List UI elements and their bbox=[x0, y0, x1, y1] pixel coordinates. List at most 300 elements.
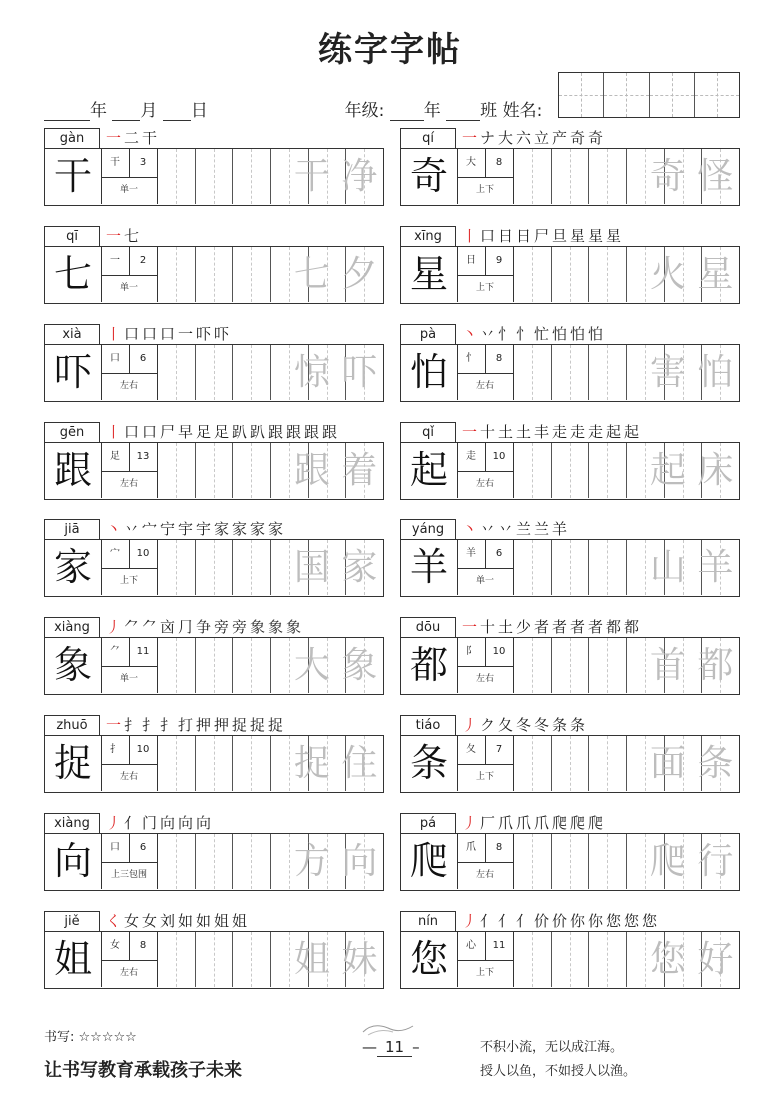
char-info bbox=[101, 638, 158, 693]
char-row bbox=[400, 344, 740, 402]
stroke-first: 丨 bbox=[106, 423, 125, 441]
stroke-count: 10 bbox=[492, 451, 506, 462]
trace-words bbox=[644, 345, 739, 400]
trace-words bbox=[288, 345, 383, 400]
trace-words bbox=[644, 638, 739, 693]
structure: 上下 bbox=[119, 576, 138, 586]
practice-cell[interactable] bbox=[232, 149, 271, 204]
char-info bbox=[457, 345, 514, 400]
stroke-sequence: 丷宀宁宇宇家家家家 bbox=[124, 520, 287, 538]
structure: 左右 bbox=[475, 381, 494, 391]
char-info bbox=[457, 443, 514, 498]
trace-char: 起 bbox=[649, 450, 686, 491]
char-info bbox=[101, 540, 158, 595]
swirl-decoration-icon bbox=[358, 1020, 418, 1040]
main-char: 羊 bbox=[401, 540, 458, 595]
trace-char: 奇 bbox=[649, 156, 686, 197]
practice-cell[interactable] bbox=[551, 834, 590, 889]
writing-rating: 书写: ☆☆☆☆☆ bbox=[44, 1030, 137, 1045]
char-info bbox=[101, 736, 158, 791]
motto-line-1: 不积小流，无以成江海。 bbox=[480, 1040, 624, 1055]
radical: 爪 bbox=[457, 834, 486, 862]
stroke-sequence: 女女刘如如姐姐 bbox=[124, 912, 251, 930]
structure: 左右 bbox=[475, 674, 494, 684]
stroke-first: 丿 bbox=[106, 618, 125, 636]
stroke-order bbox=[106, 324, 232, 346]
grade-suffix: 年 bbox=[423, 101, 441, 121]
trace-words bbox=[288, 736, 383, 791]
main-char: 向 bbox=[45, 834, 102, 889]
practice-cell[interactable] bbox=[551, 540, 590, 595]
trace-char: 星 bbox=[697, 254, 734, 295]
practice-cell[interactable] bbox=[588, 736, 627, 791]
stroke-count: 6 bbox=[139, 842, 147, 853]
char-info bbox=[101, 345, 158, 400]
main-char: 爬 bbox=[401, 834, 458, 889]
stroke-first: 一 bbox=[462, 129, 481, 147]
practice-cell[interactable] bbox=[195, 736, 234, 791]
stroke-order bbox=[106, 226, 142, 248]
trace-words bbox=[288, 443, 383, 498]
day-blank[interactable] bbox=[163, 102, 191, 121]
motto bbox=[480, 1036, 636, 1084]
stroke-count: 11 bbox=[136, 646, 150, 657]
month-blank[interactable] bbox=[112, 102, 140, 121]
trace-char: 怕 bbox=[697, 352, 734, 393]
trace-char: 惊 bbox=[293, 352, 330, 393]
stroke-order bbox=[462, 715, 588, 737]
radical: 口 bbox=[101, 345, 130, 373]
practice-cell[interactable] bbox=[157, 736, 196, 791]
pinyin: qī bbox=[44, 226, 100, 246]
pinyin: xīng bbox=[400, 226, 456, 246]
stroke-count: 10 bbox=[136, 744, 150, 755]
stroke-order bbox=[462, 128, 606, 150]
pinyin: zhuō bbox=[44, 715, 100, 735]
trace-char: 夕 bbox=[341, 254, 378, 295]
trace-char: 国 bbox=[293, 547, 330, 588]
practice-cell[interactable] bbox=[551, 932, 590, 987]
char-row bbox=[44, 246, 384, 304]
practice-cell[interactable] bbox=[232, 932, 271, 987]
name-cell[interactable] bbox=[695, 73, 739, 117]
stroke-first: 丨 bbox=[106, 325, 125, 343]
practice-cell[interactable] bbox=[157, 638, 196, 693]
practice-cell[interactable] bbox=[588, 638, 627, 693]
stroke-sequence: ⺈⺈㐫⺆争旁旁象象象 bbox=[124, 618, 305, 636]
stroke-sequence: 亻亻亻价价你你您您您 bbox=[480, 912, 661, 930]
trace-char: 吓 bbox=[341, 352, 378, 393]
structure: 左右 bbox=[475, 479, 494, 489]
trace-char: 捉 bbox=[293, 743, 330, 784]
stroke-sequence: ナ大六立产奇奇 bbox=[480, 129, 607, 147]
trace-char: 行 bbox=[697, 841, 734, 882]
practice-cell[interactable] bbox=[588, 443, 627, 498]
main-char: 条 bbox=[401, 736, 458, 791]
trace-char: 大 bbox=[293, 645, 330, 686]
structure: 左右 bbox=[119, 479, 138, 489]
char-info bbox=[457, 834, 514, 889]
practice-cell[interactable] bbox=[195, 834, 234, 889]
char-info bbox=[101, 443, 158, 498]
practice-cell[interactable] bbox=[551, 149, 590, 204]
practice-cell[interactable] bbox=[232, 540, 271, 595]
structure: 左右 bbox=[119, 968, 138, 978]
char-block bbox=[44, 617, 384, 697]
trace-char: 火 bbox=[649, 254, 686, 295]
char-info bbox=[457, 149, 514, 204]
stroke-first: 丿 bbox=[462, 814, 481, 832]
char-info bbox=[101, 834, 158, 889]
practice-cell[interactable] bbox=[195, 638, 234, 693]
trace-char: 山 bbox=[649, 547, 686, 588]
stroke-sequence: 十土土丰走走走起起 bbox=[480, 423, 643, 441]
practice-cell[interactable] bbox=[513, 443, 552, 498]
name-cell[interactable] bbox=[604, 73, 649, 117]
main-char: 都 bbox=[401, 638, 458, 693]
stroke-first: 丶 bbox=[106, 520, 125, 538]
stroke-first: 丿 bbox=[106, 814, 125, 832]
trace-char: 面 bbox=[649, 743, 686, 784]
stroke-sequence: 七 bbox=[124, 227, 143, 245]
char-info bbox=[101, 149, 158, 204]
stroke-first: 一 bbox=[106, 716, 125, 734]
trace-words bbox=[644, 247, 739, 302]
structure: 左右 bbox=[119, 381, 138, 391]
char-block bbox=[44, 422, 384, 502]
pinyin: jiě bbox=[44, 911, 100, 931]
trace-char: 怪 bbox=[697, 156, 734, 197]
practice-cell[interactable] bbox=[513, 247, 552, 302]
radical: 足 bbox=[101, 443, 130, 471]
char-block bbox=[400, 226, 740, 306]
stroke-first: 一 bbox=[106, 129, 125, 147]
practice-cell[interactable] bbox=[157, 247, 196, 302]
trace-words bbox=[288, 932, 383, 987]
pinyin: qǐ bbox=[400, 422, 456, 442]
trace-words bbox=[644, 932, 739, 987]
radical: 日 bbox=[457, 247, 486, 275]
stroke-first: 一 bbox=[462, 423, 481, 441]
page-number: — 11 – bbox=[362, 1038, 420, 1056]
header-row bbox=[44, 96, 564, 120]
stroke-order bbox=[462, 519, 570, 541]
practice-cell[interactable] bbox=[551, 345, 590, 400]
stroke-order bbox=[106, 617, 304, 639]
char-row bbox=[400, 735, 740, 793]
radical: 夂 bbox=[457, 736, 486, 764]
trace-words bbox=[644, 540, 739, 595]
stroke-count: 7 bbox=[495, 744, 503, 755]
char-info bbox=[457, 638, 514, 693]
radical: ⺈ bbox=[101, 638, 130, 666]
char-info bbox=[457, 932, 514, 987]
trace-char: 家 bbox=[341, 547, 378, 588]
trace-words bbox=[288, 638, 383, 693]
structure: 单一 bbox=[475, 576, 494, 586]
stroke-first: 丶 bbox=[462, 520, 481, 538]
practice-cell[interactable] bbox=[551, 736, 590, 791]
stroke-order bbox=[106, 911, 250, 933]
practice-cell[interactable] bbox=[157, 932, 196, 987]
pinyin: pá bbox=[400, 813, 456, 833]
practice-cell[interactable] bbox=[232, 736, 271, 791]
practice-cell[interactable] bbox=[513, 834, 552, 889]
radical: 阝 bbox=[457, 638, 486, 666]
main-char: 怕 bbox=[401, 345, 458, 400]
trace-char: 都 bbox=[697, 645, 734, 686]
stroke-sequence: 丷忄忄忙怕怕怕 bbox=[480, 325, 607, 343]
stroke-order bbox=[462, 324, 606, 346]
practice-cell[interactable] bbox=[195, 345, 234, 400]
trace-words bbox=[644, 834, 739, 889]
practice-cell[interactable] bbox=[195, 540, 234, 595]
char-block bbox=[400, 422, 740, 502]
char-block bbox=[44, 715, 384, 795]
char-row bbox=[44, 442, 384, 500]
day-label: 日 bbox=[190, 101, 208, 121]
stroke-sequence: 十土少者者者者都都 bbox=[480, 618, 643, 636]
name-cell[interactable] bbox=[650, 73, 695, 117]
main-char: 家 bbox=[45, 540, 102, 595]
trace-char: 害 bbox=[649, 352, 686, 393]
practice-cell[interactable] bbox=[513, 540, 552, 595]
practice-cell[interactable] bbox=[588, 834, 627, 889]
stroke-order bbox=[462, 617, 642, 639]
char-row bbox=[44, 344, 384, 402]
radical: 女 bbox=[101, 932, 130, 960]
practice-cell[interactable] bbox=[195, 247, 234, 302]
char-block bbox=[44, 128, 384, 208]
practice-cell[interactable] bbox=[513, 736, 552, 791]
trace-words bbox=[288, 540, 383, 595]
char-block bbox=[44, 226, 384, 306]
practice-cell[interactable] bbox=[157, 149, 196, 204]
practice-cell[interactable] bbox=[588, 932, 627, 987]
char-block bbox=[400, 324, 740, 404]
char-block bbox=[44, 519, 384, 599]
char-row bbox=[44, 735, 384, 793]
practice-cell[interactable] bbox=[588, 247, 627, 302]
char-row bbox=[400, 246, 740, 304]
main-char: 姐 bbox=[45, 932, 102, 987]
char-row bbox=[400, 931, 740, 989]
main-char: 吓 bbox=[45, 345, 102, 400]
stroke-order bbox=[106, 128, 160, 150]
practice-cell[interactable] bbox=[232, 247, 271, 302]
pinyin: jiā bbox=[44, 519, 100, 539]
stroke-order bbox=[106, 519, 286, 541]
trace-char: 干 bbox=[293, 156, 330, 197]
stroke-sequence: 厂爪爪爪爬爬爬 bbox=[480, 814, 607, 832]
main-char: 捉 bbox=[45, 736, 102, 791]
main-char: 奇 bbox=[401, 149, 458, 204]
radical: 口 bbox=[101, 834, 130, 862]
char-row bbox=[44, 931, 384, 989]
class-blank[interactable] bbox=[446, 102, 480, 121]
char-row bbox=[400, 442, 740, 500]
char-block bbox=[44, 813, 384, 893]
motto-line-2: 授人以鱼，不如授人以渔。 bbox=[480, 1064, 637, 1079]
stroke-count: 6 bbox=[139, 353, 147, 364]
char-row bbox=[400, 148, 740, 206]
trace-words bbox=[644, 736, 739, 791]
pinyin: nín bbox=[400, 911, 456, 931]
stroke-first: く bbox=[106, 912, 125, 930]
trace-char: 方 bbox=[293, 841, 330, 882]
pinyin: xià bbox=[44, 324, 100, 344]
practice-cell[interactable] bbox=[551, 638, 590, 693]
radical: 宀 bbox=[101, 540, 130, 568]
structure: 上下 bbox=[475, 283, 494, 293]
trace-char: 净 bbox=[341, 156, 378, 197]
stroke-order bbox=[106, 715, 286, 737]
structure: 上三包围 bbox=[110, 870, 147, 880]
stroke-sequence: ク夂冬冬条条 bbox=[480, 716, 589, 734]
stroke-order bbox=[462, 226, 624, 248]
radical: 走 bbox=[457, 443, 486, 471]
structure: 上下 bbox=[475, 772, 494, 782]
practice-cell[interactable] bbox=[588, 149, 627, 204]
stroke-first: 一 bbox=[462, 618, 481, 636]
month-label: 月 bbox=[140, 101, 158, 121]
trace-char: 向 bbox=[341, 841, 378, 882]
trace-words bbox=[644, 443, 739, 498]
radical: 一 bbox=[101, 247, 130, 275]
practice-cell[interactable] bbox=[513, 638, 552, 693]
practice-cell[interactable] bbox=[232, 443, 271, 498]
trace-char: 爬 bbox=[649, 841, 686, 882]
trace-words bbox=[288, 149, 383, 204]
practice-cell[interactable] bbox=[195, 932, 234, 987]
structure: 左右 bbox=[119, 772, 138, 782]
slogan: 让书写教育承载孩子未来 bbox=[44, 1060, 242, 1081]
radical: 心 bbox=[457, 932, 486, 960]
char-row bbox=[44, 833, 384, 891]
stroke-sequence: 口日日尸旦星星星 bbox=[480, 227, 625, 245]
char-block bbox=[400, 617, 740, 697]
stroke-sequence: 丷丷兰兰羊 bbox=[480, 520, 571, 538]
stroke-count: 8 bbox=[139, 940, 147, 951]
practice-cell[interactable] bbox=[195, 149, 234, 204]
practice-cell[interactable] bbox=[513, 345, 552, 400]
practice-cell[interactable] bbox=[588, 540, 627, 595]
char-info bbox=[457, 540, 514, 595]
stroke-count: 10 bbox=[136, 548, 150, 559]
practice-cell[interactable] bbox=[157, 443, 196, 498]
char-block bbox=[44, 911, 384, 991]
stroke-order bbox=[462, 911, 660, 933]
year-blank[interactable] bbox=[44, 102, 90, 121]
radical: 干 bbox=[101, 149, 130, 177]
main-char: 起 bbox=[401, 443, 458, 498]
main-char: 您 bbox=[401, 932, 458, 987]
stroke-first: 丿 bbox=[462, 716, 481, 734]
practice-cell[interactable] bbox=[513, 149, 552, 204]
practice-cell[interactable] bbox=[232, 345, 271, 400]
practice-cell[interactable] bbox=[157, 345, 196, 400]
pinyin: qí bbox=[400, 128, 456, 148]
practice-cell[interactable] bbox=[513, 932, 552, 987]
trace-char: 条 bbox=[697, 743, 734, 784]
pinyin: gēn bbox=[44, 422, 100, 442]
stroke-count: 3 bbox=[139, 157, 147, 168]
trace-words bbox=[288, 834, 383, 889]
main-char: 象 bbox=[45, 638, 102, 693]
main-char: 干 bbox=[45, 149, 102, 204]
trace-char: 您 bbox=[649, 939, 686, 980]
radical: 羊 bbox=[457, 540, 486, 568]
char-block bbox=[400, 519, 740, 599]
stroke-order bbox=[106, 422, 340, 444]
practice-cell[interactable] bbox=[232, 638, 271, 693]
page-title: 练字字帖 bbox=[318, 30, 462, 70]
trace-char: 姐 bbox=[293, 939, 330, 980]
name-grid[interactable] bbox=[558, 72, 740, 118]
stroke-first: 一 bbox=[106, 227, 125, 245]
structure: 上下 bbox=[475, 185, 494, 195]
pinyin: xiàng bbox=[44, 813, 100, 833]
stroke-sequence: 扌扌扌打押押捉捉捉 bbox=[124, 716, 287, 734]
practice-cell[interactable] bbox=[232, 834, 271, 889]
stroke-count: 10 bbox=[492, 646, 506, 657]
structure: 上下 bbox=[475, 968, 494, 978]
practice-cell[interactable] bbox=[157, 540, 196, 595]
trace-char: 好 bbox=[697, 939, 734, 980]
practice-cell[interactable] bbox=[195, 443, 234, 498]
stroke-order bbox=[462, 422, 642, 444]
trace-char: 象 bbox=[341, 645, 378, 686]
practice-cell[interactable] bbox=[588, 345, 627, 400]
trace-words bbox=[644, 149, 739, 204]
char-block bbox=[44, 324, 384, 404]
stroke-count: 9 bbox=[495, 255, 503, 266]
main-char: 星 bbox=[401, 247, 458, 302]
stroke-count: 2 bbox=[139, 255, 147, 266]
trace-char: 羊 bbox=[697, 547, 734, 588]
stroke-first: 丨 bbox=[462, 227, 481, 245]
stroke-sequence: 亻门向向向 bbox=[124, 814, 215, 832]
pinyin: pà bbox=[400, 324, 456, 344]
radical: 扌 bbox=[101, 736, 130, 764]
stroke-count: 13 bbox=[136, 451, 150, 462]
trace-char: 床 bbox=[697, 450, 734, 491]
grade-blank[interactable] bbox=[390, 102, 424, 121]
char-info bbox=[457, 736, 514, 791]
trace-words bbox=[288, 247, 383, 302]
pinyin: dōu bbox=[400, 617, 456, 637]
trace-char: 妹 bbox=[341, 939, 378, 980]
year-label: 年 bbox=[90, 101, 107, 121]
class-label: 班 bbox=[480, 101, 498, 121]
structure: 单一 bbox=[119, 674, 138, 684]
main-char: 七 bbox=[45, 247, 102, 302]
char-row bbox=[400, 637, 740, 695]
char-row bbox=[44, 539, 384, 597]
char-row bbox=[44, 148, 384, 206]
practice-cell[interactable] bbox=[551, 443, 590, 498]
trace-char: 七 bbox=[293, 254, 330, 295]
stroke-order bbox=[462, 813, 606, 835]
practice-cell[interactable] bbox=[157, 834, 196, 889]
practice-cell[interactable] bbox=[551, 247, 590, 302]
char-block bbox=[400, 715, 740, 795]
structure: 单一 bbox=[119, 185, 138, 195]
stroke-count: 8 bbox=[495, 353, 503, 364]
pinyin: xiàng bbox=[44, 617, 100, 637]
name-cell[interactable] bbox=[559, 73, 604, 117]
main-char: 跟 bbox=[45, 443, 102, 498]
